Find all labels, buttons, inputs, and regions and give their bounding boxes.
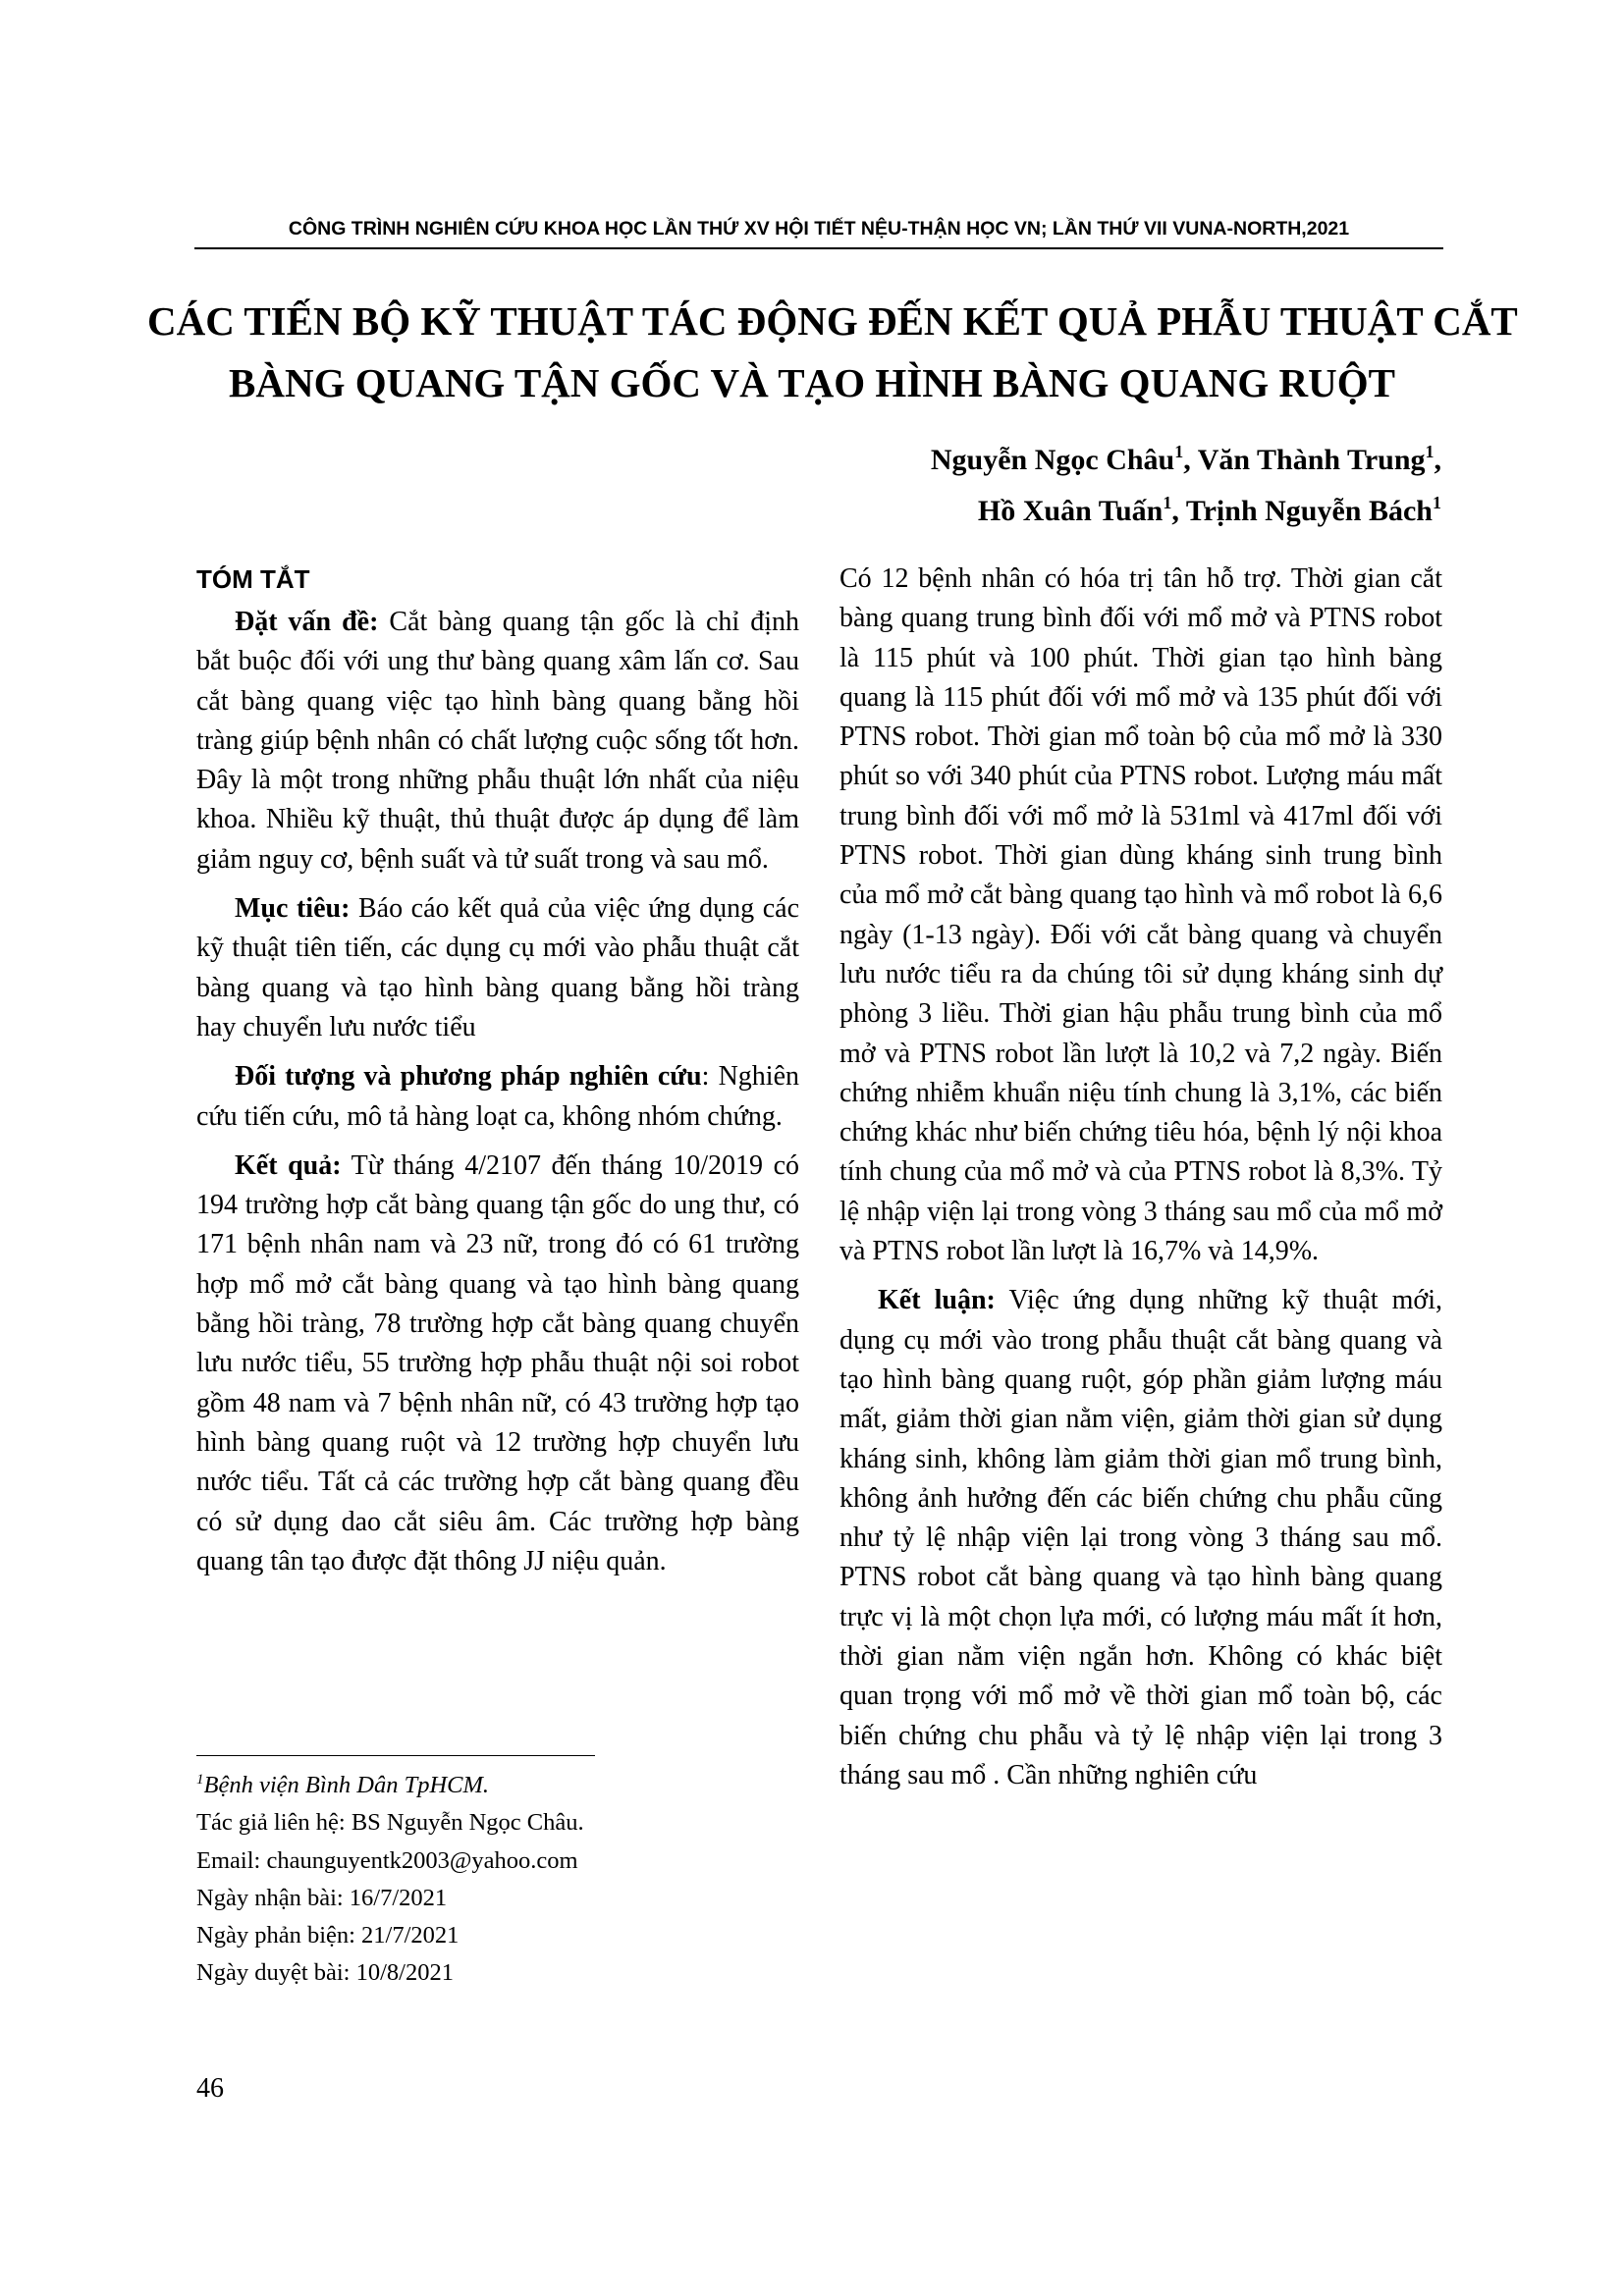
author-name: Trịnh Nguyễn Bách [1185,495,1433,527]
author-line-1: Nguyễn Ngọc Châu$^1$, Văn Thành Trung$^1$, [930,442,1441,476]
footnote-contact: Tác giả liên hệ: BS Nguyễn Ngọc Châu. [196,1809,584,1837]
author-separator: , [1183,444,1198,476]
author-separator: , [1171,495,1186,527]
footnote-affiliation [196,1767,805,1804]
footnote-accepted-date: Ngày duyệt bài: 10/8/2021 [196,1959,454,1987]
footnotes [196,1767,805,1993]
page-number: 46 [196,2073,224,2104]
footnote-review-date: Ngày phản biện: 21/7/2021 [196,1922,460,1949]
affiliation-mark: 1 [1425,442,1435,461]
paragraph-label: Kết quả: [235,1149,342,1181]
running-header: CÔNG TRÌNH NGHIÊN CỨU KHOA HỌC LẦN THỨ XV HỘI TIẾT NỆU-THẬN HỌC VN; LẦN THỨ VII VUNA-NORTH,2021 [288,218,1350,240]
right-column [839,560,1442,1805]
affiliation-text: Bệnh viện Bình Dân TpHCM. [203,1772,490,1798]
author-name: Hồ Xuân Tuấn [977,495,1164,527]
footnote-rule [196,1755,595,1756]
paragraph-text: Báo cáo kết quả của việc ứng dụng các kỹ thuật tiên tiến, các dụng cụ mới vào phẫu thuật cắt bàng quang và tạo hình bàng quang bằng hồi tràng hay chuyển lưu nước tiểu [196,893,799,1042]
affiliation-mark: 1 [1433,493,1441,512]
footnote-received-date: Ngày nhận bài: 16/7/2021 [196,1884,448,1911]
paragraph-label: Mục tiêu: [235,893,351,925]
paper-title [147,291,1518,414]
paragraph-text: Việc ứng dụng những kỹ thuật mới, dụng cụ mới vào trong phẫu thuật cắt bàng quang và tạo hình bàng quang ruột, góp phần giảm lượng máu mất, giảm thời gian nằm viện, giảm thời gian sử dụng kháng sinh, không làm giảm thời gian mổ trung bình, không ảnh hưởng đến các biến chứng chu phẫu cũng như tỷ lệ nhập viện lại trong vòng 3 tháng sau mổ. PTNS robot cắt bàng quang và tạo hình bàng quang trực vị là một chọn lựa mới, có lượng máu mất ít hơn, thời gian nằm viện ngắn hơn. Không có khác biệt quan trọng với mổ mở về thời gian mổ toàn bộ, các biến chứng chu phẫu và tỷ lệ nhập viện lại trong 3 tháng sau mổ . Cần những nghiên cứu [839,1285,1442,1790]
paragraph-label: Đặt vấn đề: [235,607,379,637]
affiliation-mark: 1 [1163,493,1172,512]
affiliation-mark: 1 [196,1772,204,1788]
author-list [931,435,1441,537]
paragraph-text: : Nghiên cứu tiến cứu, mô tả hàng loạt ca, không nhóm chứng. [196,1061,799,1132]
title-line-1: CÁC TIẾN BỘ KỸ THUẬT TÁC ĐỘNG ĐẾN KẾT QUẢ PHẪU THUẬT CẮT [147,298,1518,344]
paragraph-text: Cắt bàng quang tận gốc là chỉ định bắt buộc đối với ung thư bàng quang xâm lấn cơ. Sau cắt bàng quang việc tạo hình bàng quang bằng hồi tràng giúp bệnh nhân có chất lượng cuộc sống tốt hơn. Đây là một trong những phẫu thuật lớn nhất của niệu khoa. Nhiều kỹ thuật, thủ thuật được áp dụng để làm giảm nguy cơ, bệnh suất và tử suất trong và sau mổ. [196,607,799,875]
abstract-conclusion [839,1281,1442,1795]
author-name: Văn Thành Trung [1197,444,1426,476]
abstract-heading: TÓM TẮT [196,564,310,594]
header-rule [194,247,1443,249]
abstract-results [196,1147,799,1581]
abstract-background [196,603,799,880]
affiliation-mark: 1 [1174,442,1184,461]
paragraph-text: Từ tháng 4/2107 đến tháng 10/2019 có 194 trường hợp cắt bàng quang tận gốc do ung thư, có 171 bệnh nhân nam và 23 nữ, trong đó có 61 trường hợp mổ mở cắt bàng quang và tạo hình bàng quang bằng hồi tràng, 78 trường hợp cắt bàng quang chuyển lưu nước tiểu, 55 trường hợp phẫu thuật nội soi robot gồm 48 nam và 7 bệnh nhân nữ, có 43 trường hợp tạo hình bàng quang ruột và 12 trường hợp chuyển lưu nước tiểu. Tất cả các trường hợp cắt bàng quang đều có sử dụng dao cắt siêu âm. Các trường hợp bàng quang tân tạo được đặt thông JJ niệu quản. [196,1149,800,1576]
abstract-objective [196,889,799,1047]
author-line-2 [931,486,1441,537]
abstract-methods [196,1057,799,1137]
author-name: Nguyễn Ngọc Châu [930,444,1175,476]
left-column [196,560,799,1591]
footnote-email: Email: chaunguyentk2003@yahoo.com [196,1846,578,1874]
paragraph-label: Kết luận: [878,1285,996,1316]
abstract-results-continued: Có 12 bệnh nhân có hóa trị tân hỗ trợ. Thời gian cắt bàng quang trung bình đối với mổ mở và PTNS robot là 115 phút và 100 phút. Thời gian tạo hình bàng quang là 115 phút đối với mổ mở và 135 phút đối với PTNS robot. Thời gian mổ toàn bộ của mổ mở là 330 phút so với 340 phút của PTNS robot. Lượng máu mất trung bình đối với mổ mở là 531ml và 417ml đối với PTNS robot. Thời gian dùng kháng sinh trung bình của mổ mở cắt bàng quang tạo hình và mổ robot là 6,6 ngày (1-13 ngày). Đối với cắt bàng quang và chuyển lưu nước tiểu ra da chúng tôi sử dụng kháng sinh dự phòng 3 liều. Thời gian hậu phẫu trung bình của mổ mở và PTNS robot lần lượt là 10,2 và 7,2 ngày. Biến chứng nhiễm khuẩn niệu tính chung là 3,1%, các biến chứng khác như biến chứng tiêu hóa, bệnh lý nội khoa tính chung của mổ mở và của PTNS robot là 8,3%. Tỷ lệ nhập viện lại trong vòng 3 tháng sau mổ của mổ mở và PTNS robot lần lượt là 16,7% và 14,9%. [839,563,1442,1267]
title-line-2: BÀNG QUANG TẬN GỐC VÀ TẠO HÌNH BÀNG QUANG RUỘT [229,360,1395,405]
paragraph-label: Đối tượng và phương pháp nghiên cứu [235,1061,702,1093]
